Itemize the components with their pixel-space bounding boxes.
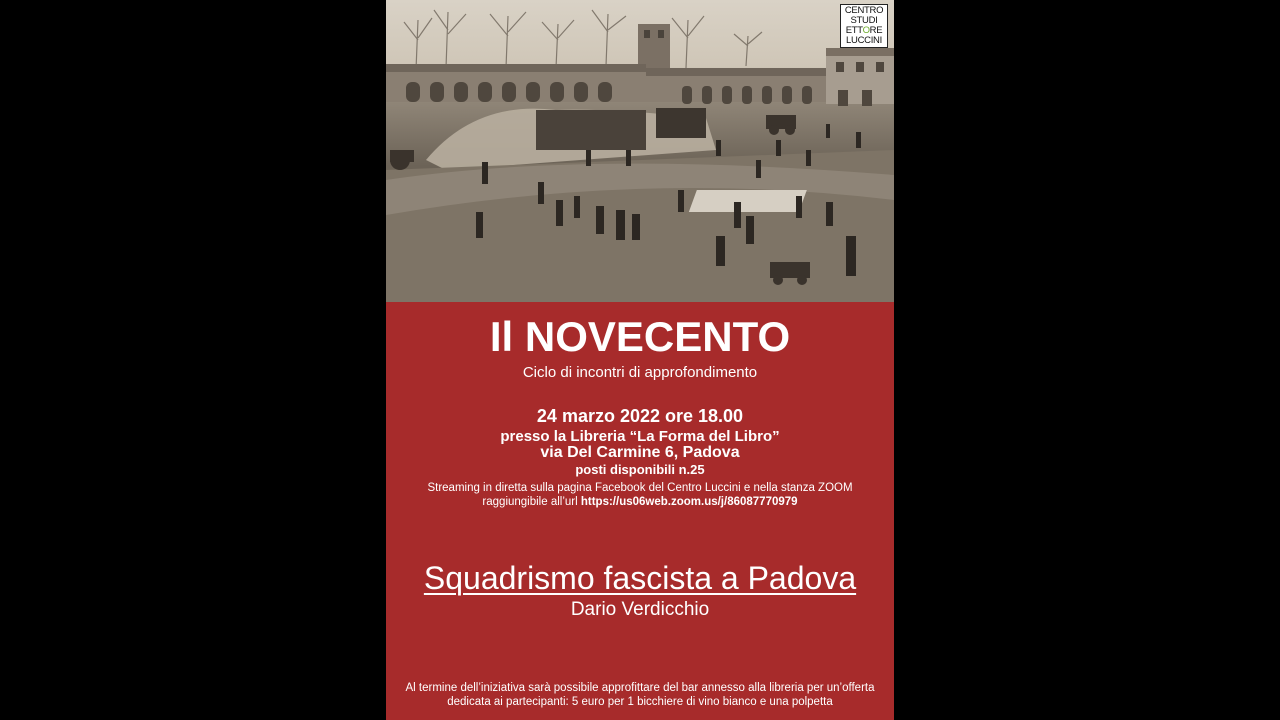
- streaming-url-prefix: raggiungibile all’url: [482, 496, 581, 508]
- seats-available: posti disponibili n.25: [575, 462, 705, 477]
- streaming-url-line: [386, 496, 894, 508]
- logo-line: LUCCINI: [846, 35, 882, 46]
- speaker-name: Dario Verdicchio: [570, 599, 710, 620]
- logo-line: CENTRO: [844, 5, 884, 16]
- event-venue: presso la Libreria “La Forma del Libro”: [500, 428, 780, 445]
- farmyard-photo-illustration: [386, 0, 894, 302]
- footer-note: Al termine dell’iniziativa sarà possibile approfittare del bar annesso alla libreria per un’offerta: [405, 682, 875, 694]
- footer-note: dedicata ai partecipanti: 5 euro per 1 bicchiere di vino bianco e una polpetta: [447, 696, 833, 708]
- series-subtitle: Ciclo di incontri di approfondimento: [522, 364, 758, 381]
- streaming-info: Streaming in diretta sulla pagina Facebook del Centro Luccini e nella stanza ZOOM: [427, 482, 853, 494]
- event-date-time: 24 marzo 2022 ore 18.00: [536, 406, 744, 426]
- logo-fragment: ETT: [845, 25, 863, 36]
- series-title: Il NOVECENTO: [489, 313, 791, 360]
- logo-fragment-accent: O: [862, 25, 870, 36]
- historic-photo: [386, 0, 894, 302]
- logo-line: STUDI: [850, 15, 878, 26]
- zoom-url-link[interactable]: https://us06web.zoom.us/j/86087770979: [580, 496, 798, 508]
- centro-studi-ettore-luccini-logo: [840, 4, 888, 48]
- logo-fragment: RE: [869, 25, 883, 36]
- talk-title: Squadrismo fascista a Padova: [423, 560, 857, 596]
- event-address: via Del Carmine 6, Padova: [540, 444, 740, 461]
- event-poster: [386, 0, 894, 720]
